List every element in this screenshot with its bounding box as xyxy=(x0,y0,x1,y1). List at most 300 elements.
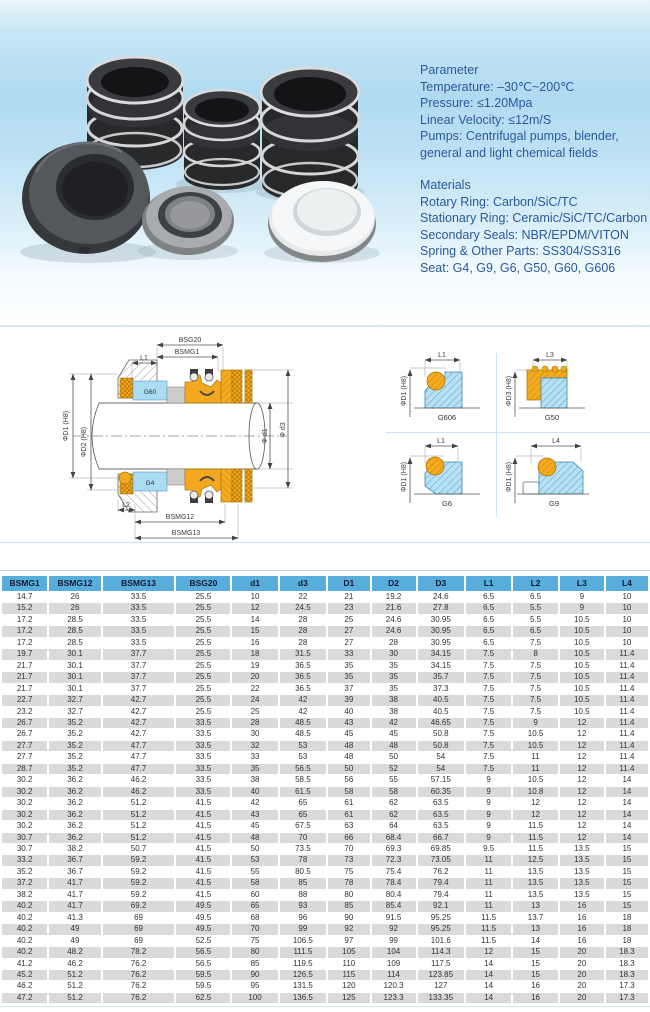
spec-cell: 45 xyxy=(372,729,416,739)
spec-cell: 18 xyxy=(232,649,277,659)
seat-diagram-g50 xyxy=(505,347,601,433)
spec-row xyxy=(2,626,648,636)
divider xyxy=(386,432,650,433)
spec-cell: 33.5 xyxy=(103,603,175,613)
spec-cell: 66 xyxy=(328,833,369,843)
spec-cell: 25.5 xyxy=(176,592,230,602)
spec-cell: 66.7 xyxy=(418,833,464,843)
spec-cell: 48 xyxy=(328,752,369,762)
spec-cell: 22 xyxy=(280,592,326,602)
spec-cell: 32.7 xyxy=(49,695,101,705)
spec-cell: 38.2 xyxy=(49,844,101,854)
spec-cell: 25.5 xyxy=(176,695,230,705)
spec-cell: 10.5 xyxy=(560,661,604,671)
spec-cell: 50 xyxy=(232,844,277,854)
oring-lower xyxy=(119,472,131,484)
dim-label-bsmg13: BSMG13 xyxy=(171,530,201,537)
spec-row xyxy=(2,672,648,682)
spec-cell: 11.4 xyxy=(606,764,648,774)
spec-cell: 40.2 xyxy=(2,924,47,934)
spec-cell: 114.3 xyxy=(418,947,464,957)
spec-cell: 50.8 xyxy=(418,741,464,751)
spec-cell: 76.2 xyxy=(103,981,175,991)
spec-cell: 13.5 xyxy=(560,890,604,900)
spec-cell: 18.3 xyxy=(606,947,648,957)
spec-cell: 7.5 xyxy=(466,718,511,728)
spec-cell: 60 xyxy=(232,890,277,900)
spec-row xyxy=(2,752,648,762)
spec-cell: 30.2 xyxy=(2,798,47,808)
spec-cell: 16 xyxy=(560,936,604,946)
column-header-bsmg1: BSMG1 xyxy=(2,576,47,591)
spec-cell: 16 xyxy=(513,981,558,991)
spec-cell: 20 xyxy=(560,970,604,980)
spec-cell: 12 xyxy=(560,764,604,774)
spec-cell: 40.2 xyxy=(2,936,47,946)
spec-cell: 80.4 xyxy=(372,890,416,900)
spec-cell: 136.5 xyxy=(280,993,326,1003)
spec-cell: 62 xyxy=(372,798,416,808)
oring xyxy=(427,372,445,390)
dim-label-l1: L1 xyxy=(140,355,148,362)
spec-cell: 78 xyxy=(328,878,369,888)
spec-cell: 15 xyxy=(513,959,558,969)
spec-cell: 10.5 xyxy=(560,695,604,705)
materials-section xyxy=(420,177,647,276)
spec-cell: 16 xyxy=(232,638,277,648)
spec-cell: 41.5 xyxy=(176,833,230,843)
spec-cell: 75 xyxy=(232,936,277,946)
dim-label-bsmg1: BSMG1 xyxy=(174,349,200,356)
spec-cell: 24.6 xyxy=(372,626,416,636)
spec-cell: 50.7 xyxy=(103,844,175,854)
spec-cell: 45.2 xyxy=(2,970,47,980)
spec-cell: 56.5 xyxy=(280,764,326,774)
spec-cell: 50 xyxy=(328,764,369,774)
spec-cell: 14 xyxy=(466,981,511,991)
spec-cell: 7.5 xyxy=(466,707,511,717)
spec-cell: 15 xyxy=(606,890,648,900)
dim-label-phi-d1: ΦD1 (H8) xyxy=(63,410,70,442)
spec-cell: 64 xyxy=(372,821,416,831)
spec-cell: 30.2 xyxy=(2,775,47,785)
spec-row xyxy=(2,684,648,694)
spec-cell: 26 xyxy=(49,603,101,613)
spec-cell: 28.5 xyxy=(49,615,101,625)
dim-label: L4 xyxy=(552,438,560,445)
spec-cell: 25 xyxy=(232,707,277,717)
spec-cell: 10.5 xyxy=(560,672,604,682)
spec-cell: 33.5 xyxy=(176,718,230,728)
spec-cell: 11.4 xyxy=(606,729,648,739)
spec-cell: 15 xyxy=(606,867,648,877)
spec-cell: 9 xyxy=(466,787,511,797)
column-header-d1: D1 xyxy=(328,576,369,591)
spec-cell: 38 xyxy=(372,707,416,717)
spec-cell: 7.5 xyxy=(513,695,558,705)
spec-cell: 18.3 xyxy=(606,959,648,969)
spec-cell: 7.5 xyxy=(466,764,511,774)
spec-cell: 7.5 xyxy=(513,672,558,682)
spec-cell: 54 xyxy=(418,764,464,774)
spec-cell: 30 xyxy=(372,649,416,659)
spec-cell: 51.2 xyxy=(49,970,101,980)
spec-cell: 12 xyxy=(560,833,604,843)
spec-cell: 93 xyxy=(280,901,326,911)
spec-cell: 10 xyxy=(606,626,648,636)
spec-cell: 11.4 xyxy=(606,752,648,762)
spec-row xyxy=(2,821,648,831)
spec-cell: 21.7 xyxy=(2,672,47,682)
seal-assembly-upper xyxy=(118,360,252,403)
spec-cell: 53 xyxy=(280,741,326,751)
spec-cell: 7.5 xyxy=(466,729,511,739)
spec-cell: 35 xyxy=(328,672,369,682)
spec-cell: 12 xyxy=(560,821,604,831)
spec-cell: 40.2 xyxy=(2,913,47,923)
spec-table xyxy=(0,575,650,1004)
column-header-d3: d3 xyxy=(280,576,326,591)
spec-cell: 33.5 xyxy=(103,638,175,648)
spec-cell: 55 xyxy=(232,867,277,877)
dim-label: ΦD3 (H8) xyxy=(506,375,513,407)
spec-cell: 24 xyxy=(232,695,277,705)
spec-cell: 79.4 xyxy=(418,878,464,888)
spec-cell: 90 xyxy=(232,970,277,980)
column-header-bsmg12: BSMG12 xyxy=(49,576,101,591)
spec-cell: 36.5 xyxy=(280,684,326,694)
spec-cell: 16 xyxy=(560,913,604,923)
spec-cell: 47.2 xyxy=(2,993,47,1003)
spec-cell: 37.7 xyxy=(103,672,175,682)
spec-cell: 6.5 xyxy=(466,638,511,648)
spec-row xyxy=(2,603,648,613)
column-header-l1: L1 xyxy=(466,576,511,591)
spec-cell: 95.25 xyxy=(418,913,464,923)
spec-cell: 42 xyxy=(232,798,277,808)
spec-cell: 59.2 xyxy=(103,890,175,900)
spec-cell: 10 xyxy=(606,592,648,602)
spec-cell: 48 xyxy=(232,833,277,843)
spec-cell: 28 xyxy=(280,638,326,648)
spec-cell: 27 xyxy=(328,638,369,648)
spec-cell: 9.5 xyxy=(466,844,511,854)
spec-cell: 69 xyxy=(103,913,175,923)
dim-label: L1 xyxy=(437,438,445,445)
spec-cell: 9 xyxy=(560,592,604,602)
spec-cell: 63.5 xyxy=(418,821,464,831)
spec-cell: 5.5 xyxy=(513,603,558,613)
spec-cell: 16 xyxy=(513,993,558,1003)
spec-row xyxy=(2,775,648,785)
spec-cell: 33.2 xyxy=(2,855,47,865)
seat-diagram-g606 xyxy=(400,347,496,433)
spec-cell: 69.85 xyxy=(418,844,464,854)
spec-cell: 10.5 xyxy=(560,638,604,648)
spec-cell: 49 xyxy=(49,936,101,946)
spec-cell: 99 xyxy=(372,936,416,946)
spec-cell: 12 xyxy=(560,741,604,751)
spec-cell: 110 xyxy=(328,959,369,969)
spec-cell: 14 xyxy=(606,810,648,820)
oring xyxy=(426,457,444,475)
spec-cell: 33.5 xyxy=(176,787,230,797)
spec-cell: 13.5 xyxy=(560,855,604,865)
spec-row xyxy=(2,867,648,877)
spec-cell: 20 xyxy=(560,993,604,1003)
divider xyxy=(0,1006,650,1007)
spec-cell: 19.7 xyxy=(2,649,47,659)
spec-cell: 80 xyxy=(232,947,277,957)
spec-cell: 115 xyxy=(328,970,369,980)
spec-cell: 14 xyxy=(466,959,511,969)
spec-cell: 15 xyxy=(606,844,648,854)
spec-cell: 101.6 xyxy=(418,936,464,946)
materials-line: Stationary Ring: Ceramic/SiC/TC/Carbon xyxy=(420,211,648,225)
spec-cell: 21.7 xyxy=(2,661,47,671)
spec-cell: 35.7 xyxy=(418,672,464,682)
spec-row xyxy=(2,661,648,671)
spec-cell: 33.5 xyxy=(176,741,230,751)
dim-label-bsg20: BSG20 xyxy=(178,337,202,344)
spec-cell: 69.3 xyxy=(372,844,416,854)
spec-cell: 58.5 xyxy=(280,775,326,785)
spec-cell: 7.5 xyxy=(466,752,511,762)
spec-cell: 40.5 xyxy=(418,695,464,705)
spec-cell: 63.5 xyxy=(418,798,464,808)
spec-cell: 41.3 xyxy=(49,913,101,923)
spec-cell: 41.5 xyxy=(176,821,230,831)
spec-cell: 25.5 xyxy=(176,615,230,625)
spec-cell: 14 xyxy=(606,833,648,843)
spec-cell: 10.5 xyxy=(560,615,604,625)
spec-cell: 40.2 xyxy=(2,947,47,957)
dim-label: ΦD1 (H8) xyxy=(401,375,408,407)
column-header-l2: L2 xyxy=(513,576,558,591)
spec-cell: 11 xyxy=(466,878,511,888)
spec-cell: 19.2 xyxy=(372,592,416,602)
spec-cell: 41.2 xyxy=(2,959,47,969)
spec-cell: 25.5 xyxy=(176,684,230,694)
spec-cell: 78.4 xyxy=(372,878,416,888)
spec-cell: 36.2 xyxy=(49,833,101,843)
spec-cell: 58 xyxy=(328,787,369,797)
spec-cell: 38 xyxy=(232,775,277,785)
spec-cell: 11.4 xyxy=(606,672,648,682)
spec-cell: 42.7 xyxy=(103,707,175,717)
spec-cell: 17.3 xyxy=(606,981,648,991)
spec-cell: 16 xyxy=(560,924,604,934)
spec-cell: 20 xyxy=(560,981,604,991)
spec-cell: 49.5 xyxy=(176,901,230,911)
spec-cell: 51.2 xyxy=(49,993,101,1003)
spec-cell: 14 xyxy=(232,615,277,625)
spec-cell: 16 xyxy=(560,901,604,911)
spec-cell: 33.5 xyxy=(103,615,175,625)
spec-cell: 13.7 xyxy=(513,913,558,923)
spec-cell: 9 xyxy=(466,810,511,820)
spec-cell: 123.3 xyxy=(372,993,416,1003)
spec-cell: 45 xyxy=(328,729,369,739)
spec-cell: 25.5 xyxy=(176,707,230,717)
spec-cell: 9 xyxy=(466,833,511,843)
divider xyxy=(0,570,650,571)
spec-cell: 36.5 xyxy=(280,672,326,682)
spec-row xyxy=(2,878,648,888)
spec-cell: 30.2 xyxy=(2,787,47,797)
spec-cell: 38.2 xyxy=(2,890,47,900)
spec-cell: 26 xyxy=(49,592,101,602)
spec-cell: 33.5 xyxy=(176,729,230,739)
spec-cell: 59.5 xyxy=(176,981,230,991)
spec-cell: 70 xyxy=(328,844,369,854)
dim-label: L1 xyxy=(438,352,446,359)
spec-cell: 47.7 xyxy=(103,764,175,774)
spec-cell: 41.7 xyxy=(49,878,101,888)
spec-cell: 12 xyxy=(232,603,277,613)
spec-cell: 120 xyxy=(328,981,369,991)
spec-cell: 56.5 xyxy=(176,959,230,969)
spec-row xyxy=(2,981,648,991)
spec-cell: 36.5 xyxy=(280,661,326,671)
spec-row xyxy=(2,924,648,934)
spec-cell: 68 xyxy=(232,913,277,923)
spec-cell: 88 xyxy=(280,890,326,900)
spec-row xyxy=(2,855,648,865)
spec-cell: 7.5 xyxy=(513,684,558,694)
spec-cell: 35.2 xyxy=(49,729,101,739)
spec-cell: 14 xyxy=(606,821,648,831)
spec-cell: 41.5 xyxy=(176,844,230,854)
spec-cell: 68.4 xyxy=(372,833,416,843)
spec-row xyxy=(2,695,648,705)
spec-cell: 30.1 xyxy=(49,649,101,659)
spec-cell: 20 xyxy=(560,959,604,969)
spec-row xyxy=(2,764,648,774)
spec-cell: 25.5 xyxy=(176,603,230,613)
spec-cell: 41.5 xyxy=(176,798,230,808)
spec-cell: 43 xyxy=(232,810,277,820)
seat-diagram-g9 xyxy=(505,433,601,519)
spec-cell: 92 xyxy=(328,924,369,934)
spec-cell: 11.5 xyxy=(513,821,558,831)
spec-cell: 125 xyxy=(328,993,369,1003)
spec-cell: 48.5 xyxy=(280,718,326,728)
spec-cell: 104 xyxy=(372,947,416,957)
spec-cell: 9 xyxy=(560,603,604,613)
spec-cell: 13.5 xyxy=(560,878,604,888)
spec-row xyxy=(2,959,648,969)
seat-caption: G6 xyxy=(441,499,453,508)
materials-title: Materials xyxy=(420,178,471,192)
spec-cell: 25.5 xyxy=(176,638,230,648)
spec-cell: 46.2 xyxy=(49,959,101,969)
spec-cell: 59.2 xyxy=(103,867,175,877)
spec-cell: 15 xyxy=(606,901,648,911)
spec-cell: 28.5 xyxy=(49,638,101,648)
parameter-line: Pumps: Centrifugal pumps, blender, xyxy=(420,129,619,143)
spec-cell: 41.5 xyxy=(176,867,230,877)
spec-row xyxy=(2,707,648,717)
spec-cell: 30.2 xyxy=(2,821,47,831)
spec-cell: 42 xyxy=(372,718,416,728)
spec-cell: 12 xyxy=(560,752,604,762)
spec-text xyxy=(420,62,647,276)
spec-cell: 33.5 xyxy=(176,764,230,774)
spec-cell: 27.8 xyxy=(418,603,464,613)
spec-cell: 23 xyxy=(328,603,369,613)
spec-cell: 40 xyxy=(232,787,277,797)
spec-cell: 109 xyxy=(372,959,416,969)
spec-cell: 126.5 xyxy=(280,970,326,980)
spec-cell: 12 xyxy=(560,810,604,820)
spec-cell: 33.5 xyxy=(176,752,230,762)
spec-row xyxy=(2,901,648,911)
spec-cell: 11.4 xyxy=(606,741,648,751)
spec-cell: 26.7 xyxy=(2,729,47,739)
spec-cell: 8 xyxy=(513,649,558,659)
spec-cell: 5.5 xyxy=(513,615,558,625)
spec-cell: 50.8 xyxy=(418,729,464,739)
spec-cell: 62.5 xyxy=(176,993,230,1003)
spec-cell: 30.95 xyxy=(418,626,464,636)
spec-cell: 79.4 xyxy=(418,890,464,900)
spec-cell: 10 xyxy=(606,638,648,648)
spec-cell: 11.4 xyxy=(606,649,648,659)
spec-cell: 34.15 xyxy=(418,661,464,671)
spec-cell: 85.4 xyxy=(372,901,416,911)
spec-cell: 111.5 xyxy=(280,947,326,957)
materials-line: Seat: G4, G9, G6, G50, G60, G606 xyxy=(420,260,616,275)
spec-cell: 11 xyxy=(513,764,558,774)
spec-cell: 7.5 xyxy=(466,649,511,659)
spec-cell: 14 xyxy=(513,936,558,946)
spec-cell: 12 xyxy=(560,718,604,728)
spec-cell: 51.2 xyxy=(49,981,101,991)
spec-row xyxy=(2,741,648,751)
spec-cell: 61 xyxy=(328,810,369,820)
spec-cell: 76.2 xyxy=(103,993,175,1003)
spec-cell: 34.15 xyxy=(418,649,464,659)
spec-cell: 61.5 xyxy=(280,787,326,797)
spec-cell: 28 xyxy=(372,638,416,648)
spec-cell: 15 xyxy=(513,970,558,980)
spec-cell: 14 xyxy=(606,798,648,808)
spec-cell: 73.5 xyxy=(280,844,326,854)
spec-cell: 17.3 xyxy=(606,993,648,1003)
spec-cell: 36.2 xyxy=(49,810,101,820)
spec-table-header-row xyxy=(2,576,648,591)
spec-cell: 13.5 xyxy=(560,867,604,877)
spec-cell: 91.5 xyxy=(372,913,416,923)
spec-row xyxy=(2,649,648,659)
spec-cell: 76.2 xyxy=(418,867,464,877)
spec-cell: 52.5 xyxy=(176,936,230,946)
spec-cell: 37.7 xyxy=(103,661,175,671)
spec-cell: 11.4 xyxy=(606,684,648,694)
spec-cell: 17.2 xyxy=(2,638,47,648)
spec-cell: 120.3 xyxy=(372,981,416,991)
spec-cell: 12 xyxy=(560,798,604,808)
spec-cell: 35.2 xyxy=(49,718,101,728)
spec-cell: 24.5 xyxy=(280,603,326,613)
spec-cell: 46.65 xyxy=(418,718,464,728)
spec-cell: 40.2 xyxy=(2,901,47,911)
spec-cell: 75 xyxy=(328,867,369,877)
spec-cell: 6.5 xyxy=(466,615,511,625)
cross-section-diagram xyxy=(55,330,395,542)
spec-cell: 14.7 xyxy=(2,592,47,602)
